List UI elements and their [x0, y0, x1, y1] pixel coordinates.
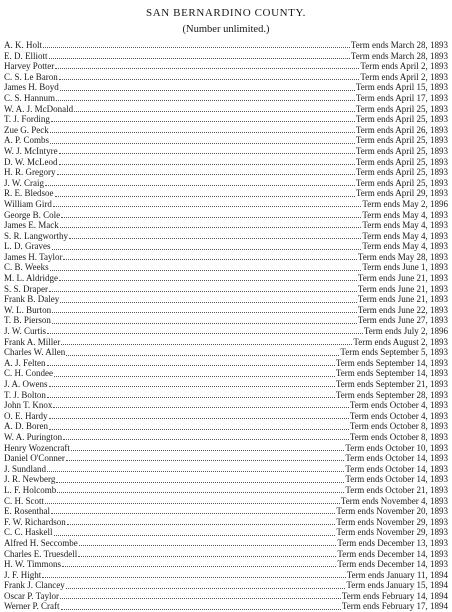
page-subtitle: (Number unlimited.)	[182, 24, 270, 35]
entry-term: Term ends May 2, 1896	[362, 198, 448, 209]
list-item	[4, 61, 448, 72]
entry-term: Term ends September 21, 1893	[335, 379, 448, 389]
list-item	[4, 210, 448, 221]
entry-term: Term ends September 14, 1893	[335, 368, 448, 379]
entry-name: R. E. Bledsoe	[4, 188, 54, 199]
dot-leader	[60, 83, 355, 91]
entry-name: A. D. Boren	[4, 421, 48, 432]
list-item	[4, 231, 448, 242]
entry-name: Charles W. Allen	[4, 347, 66, 358]
list-item	[4, 188, 448, 199]
dot-leader	[54, 369, 335, 377]
entry-term: Term ends October 10, 1893	[345, 442, 448, 453]
entry-term: Term ends February 17, 1894	[341, 601, 448, 612]
entry-term: Term ends October 21, 1893	[345, 484, 448, 495]
dot-leader	[55, 189, 355, 197]
entry-term: Term ends November 29, 1893	[336, 527, 448, 538]
entry-term: Term ends September 5, 1893	[340, 347, 448, 358]
entry-name: S. R. Langworthy	[4, 230, 68, 241]
dot-leader	[52, 305, 357, 313]
list-item	[4, 82, 448, 93]
list-item	[4, 506, 448, 517]
list-item	[4, 93, 448, 104]
entry-name: T. J. Bolton	[4, 389, 46, 400]
entry-name: A. J. Felten	[4, 357, 46, 368]
dot-leader	[57, 167, 355, 175]
dot-leader	[49, 284, 357, 292]
dot-leader	[53, 199, 362, 207]
entry-name: George B. Cole	[4, 209, 61, 220]
entry-term: Term ends October 14, 1893	[345, 463, 448, 474]
entry-term: Term ends September 14, 1893	[335, 357, 448, 368]
entry-term: Term ends November 4, 1893	[340, 495, 448, 506]
list-item	[4, 315, 448, 326]
list-item	[4, 474, 448, 485]
entry-name: W. A. J. McDonald	[4, 103, 74, 114]
list-item	[4, 496, 448, 507]
dot-leader	[54, 528, 336, 536]
entry-name: W. J. McIntyre	[4, 145, 58, 156]
dot-leader	[50, 136, 355, 144]
list-item	[4, 390, 448, 401]
entry-term: Term ends April 2, 1893	[360, 61, 448, 72]
dot-leader	[59, 273, 357, 281]
page-title: SAN BERNARDINO COUNTY.	[146, 7, 306, 19]
entry-term: Term ends May 4, 1893	[362, 220, 448, 231]
entry-name: J. W. Curtis	[4, 326, 47, 337]
list-item	[4, 220, 448, 231]
dot-leader	[63, 432, 349, 440]
entry-name: James H. Taylor	[4, 251, 63, 262]
entry-term: Term ends April 17, 1893	[355, 92, 448, 103]
entry-term: Term ends October 8, 1893	[349, 421, 448, 432]
entry-term: Term ends April 25, 1893	[355, 167, 448, 178]
dot-leader	[56, 475, 344, 483]
list-item	[4, 538, 448, 549]
list-item	[4, 549, 448, 560]
dot-leader	[67, 517, 336, 525]
list-item	[4, 464, 448, 475]
entry-term: Term ends April 29, 1893	[355, 188, 448, 199]
entry-name: Alfred H. Seccombe	[4, 537, 78, 548]
entry-term: Term ends April 25, 1893	[355, 177, 448, 188]
list-item	[4, 411, 448, 422]
list-item	[4, 241, 448, 252]
entry-name: J. Sundland	[4, 463, 47, 474]
entry-name: C. B. Weeks	[4, 262, 49, 273]
entry-term: Term ends April 26, 1893	[355, 124, 448, 135]
list-item	[4, 443, 448, 454]
entry-term: Term ends June 27, 1893	[357, 315, 448, 326]
entry-term: Term ends December 13, 1893	[337, 537, 448, 548]
entry-name: M. L. Aldridge	[4, 273, 58, 284]
list-item	[4, 262, 448, 273]
list-item	[4, 421, 448, 432]
list-item	[4, 104, 448, 115]
dot-leader	[49, 422, 349, 430]
list-item	[4, 51, 448, 62]
entry-term: Term ends January 15, 1894	[346, 580, 448, 591]
dot-leader	[42, 570, 345, 578]
dot-leader	[51, 506, 335, 514]
dot-leader	[45, 496, 340, 504]
list-item	[4, 527, 448, 538]
dot-leader	[53, 400, 348, 408]
dot-leader	[79, 538, 337, 546]
entry-name: Oscar P. Taylor	[4, 590, 59, 601]
entry-name: T. B. Pierson	[4, 315, 51, 326]
dot-leader	[61, 210, 361, 218]
list-item	[4, 273, 448, 284]
entry-name: O. E. Hardy	[4, 410, 48, 421]
entry-name: L. F. Holcomb	[4, 484, 57, 495]
dot-leader	[62, 559, 336, 567]
list-item	[4, 347, 448, 358]
entry-name: Charles E. Truesdell	[4, 548, 78, 559]
list-item	[4, 453, 448, 464]
dot-leader	[52, 242, 362, 250]
list-item	[4, 337, 448, 348]
list-item	[4, 517, 448, 528]
dot-leader	[43, 40, 350, 48]
list-item	[4, 559, 448, 570]
list-item	[4, 40, 448, 51]
entry-term: Term ends November 20, 1893	[336, 506, 448, 517]
entry-term: Term ends November 29, 1893	[336, 516, 448, 527]
entry-term: Term ends December 14, 1893	[337, 548, 448, 559]
list-item	[4, 485, 448, 496]
dot-leader	[60, 591, 341, 599]
entry-name: Frank A. Miller	[4, 336, 61, 347]
entry-term: Term ends January 11, 1894	[346, 569, 448, 580]
entry-term: Term ends June 21, 1893	[357, 273, 448, 284]
dot-leader	[50, 125, 355, 133]
list-item	[4, 72, 448, 83]
dot-leader	[63, 252, 356, 260]
entry-term: Term ends April 25, 1893	[355, 114, 448, 125]
dot-leader	[55, 61, 359, 69]
list-item	[4, 167, 448, 178]
dot-leader	[74, 104, 355, 112]
entry-term: Term ends August 2, 1893	[353, 336, 448, 347]
list-item	[4, 157, 448, 168]
dot-leader	[49, 411, 349, 419]
list-item	[4, 601, 448, 612]
entry-name: C. S. Le Baron	[4, 71, 58, 82]
entry-name: H. W. Timmons	[4, 559, 62, 570]
notary-list	[4, 40, 448, 612]
entry-term: Term ends May 4, 1893	[362, 230, 448, 241]
entry-name: James E. Mack	[4, 220, 59, 231]
dot-leader	[47, 390, 335, 398]
entry-name: J. F. Hight	[4, 569, 42, 580]
dot-leader	[47, 326, 363, 334]
entry-term: Term ends May 4, 1893	[362, 209, 448, 220]
dot-leader	[66, 581, 346, 589]
dot-leader	[60, 220, 362, 228]
entry-name: W. L. Burton	[4, 304, 52, 315]
entry-term: Term ends April 15, 1893	[355, 82, 448, 93]
list-item	[4, 326, 448, 337]
entry-name: Zue G. Peck	[4, 124, 49, 135]
dot-leader	[49, 379, 335, 387]
entry-term: Term ends June 1, 1893	[362, 262, 448, 273]
dot-leader	[61, 337, 352, 345]
entry-name: T. J. Fording	[4, 114, 50, 125]
dot-leader	[45, 178, 355, 186]
entry-term: Term ends April 25, 1893	[355, 156, 448, 167]
entry-term: Term ends October 4, 1893	[349, 400, 448, 411]
entry-name: E. Rosenthal	[4, 506, 50, 517]
entry-name: W. A. Purington	[4, 431, 63, 442]
entry-term: Term ends July 2, 1896	[363, 326, 448, 337]
list-item	[4, 305, 448, 316]
dot-leader	[60, 295, 357, 303]
dot-leader	[59, 157, 355, 165]
dot-leader	[71, 443, 345, 451]
entry-term: Term ends April 2, 1893	[360, 71, 448, 82]
dot-leader	[66, 348, 339, 356]
entry-term: Term ends March 28, 1893	[350, 40, 448, 50]
entry-term: Term ends May 28, 1893	[357, 251, 448, 262]
entry-name: J. A. Owens	[4, 379, 48, 389]
entry-term: Term ends December 14, 1893	[337, 559, 448, 570]
dot-leader	[66, 453, 345, 461]
list-item	[4, 284, 448, 295]
entry-name: C. H. Condee	[4, 368, 53, 379]
entry-term: Term ends October 4, 1893	[349, 410, 448, 421]
entry-term: Term ends February 14, 1894	[341, 590, 448, 601]
list-item	[4, 580, 448, 591]
list-item	[4, 199, 448, 210]
entry-term: Term ends June 21, 1893	[357, 294, 448, 305]
entry-term: Term ends March 28, 1893	[350, 50, 448, 61]
dot-leader	[50, 263, 362, 271]
list-item	[4, 294, 448, 305]
list-item	[4, 125, 448, 136]
entry-term: Term ends April 25, 1893	[355, 145, 448, 156]
entry-name: J. W. Craig	[4, 177, 45, 188]
entry-name: Frank B. Daley	[4, 294, 60, 305]
dot-leader	[49, 51, 350, 59]
entry-name: William Gird	[4, 198, 52, 209]
entry-term: Term ends October 14, 1893	[345, 474, 448, 485]
entry-name: John T. Knox	[4, 400, 53, 411]
list-item	[4, 135, 448, 146]
entry-name: Frank J. Clancey	[4, 580, 65, 591]
dot-leader	[52, 316, 357, 324]
list-item	[4, 252, 448, 263]
entry-term: Term ends October 8, 1893	[349, 431, 448, 442]
entry-term: Term ends September 28, 1893	[335, 389, 448, 400]
list-item	[4, 368, 448, 379]
list-item	[4, 379, 448, 390]
dot-leader	[59, 146, 355, 154]
list-item	[4, 591, 448, 602]
dot-leader	[56, 93, 355, 101]
entry-name: D. W. McLeod	[4, 156, 58, 167]
entry-name: Werner P. Craft	[4, 601, 60, 612]
entry-name: J. R. Newberg	[4, 474, 56, 485]
entry-name: L. D. Graves	[4, 241, 51, 252]
dot-leader	[57, 485, 344, 493]
entry-term: Term ends May 4, 1893	[362, 241, 448, 252]
entry-name: Harvey Potter	[4, 61, 55, 72]
dot-leader	[78, 549, 336, 557]
entry-name: Daniel O'Conner	[4, 453, 65, 464]
entry-name: A. P. Combs	[4, 135, 50, 146]
list-item	[4, 178, 448, 189]
list-item	[4, 570, 448, 581]
list-item	[4, 114, 448, 125]
dot-leader	[59, 72, 360, 80]
entry-term: Term ends June 22, 1893	[357, 304, 448, 315]
dot-leader	[47, 464, 344, 472]
dot-leader	[69, 231, 361, 239]
entry-name: James H. Boyd	[4, 82, 59, 93]
entry-name: S. S. Draper	[4, 283, 48, 294]
entry-name: E. D. Elliott	[4, 50, 48, 61]
list-item	[4, 358, 448, 369]
entry-term: Term ends April 25, 1893	[355, 135, 448, 146]
entry-name: Henry Wozencraft	[4, 442, 70, 453]
entry-name: C. C. Haskell	[4, 527, 53, 538]
dot-leader	[61, 602, 341, 610]
entry-name: A. K. Holt	[4, 40, 42, 50]
entry-term: Term ends June 21, 1893	[357, 283, 448, 294]
list-item	[4, 146, 448, 157]
dot-leader	[51, 114, 355, 122]
entry-name: H. R. Gregory	[4, 167, 56, 178]
dot-leader	[47, 358, 335, 366]
list-item	[4, 400, 448, 411]
entry-name: F. W. Richardson	[4, 516, 66, 527]
entry-term: Term ends October 14, 1893	[345, 453, 448, 464]
list-item	[4, 432, 448, 443]
entry-term: Term ends April 25, 1893	[355, 103, 448, 114]
entry-name: C. S. Hannum	[4, 92, 56, 103]
entry-name: C. H. Scott	[4, 495, 45, 506]
